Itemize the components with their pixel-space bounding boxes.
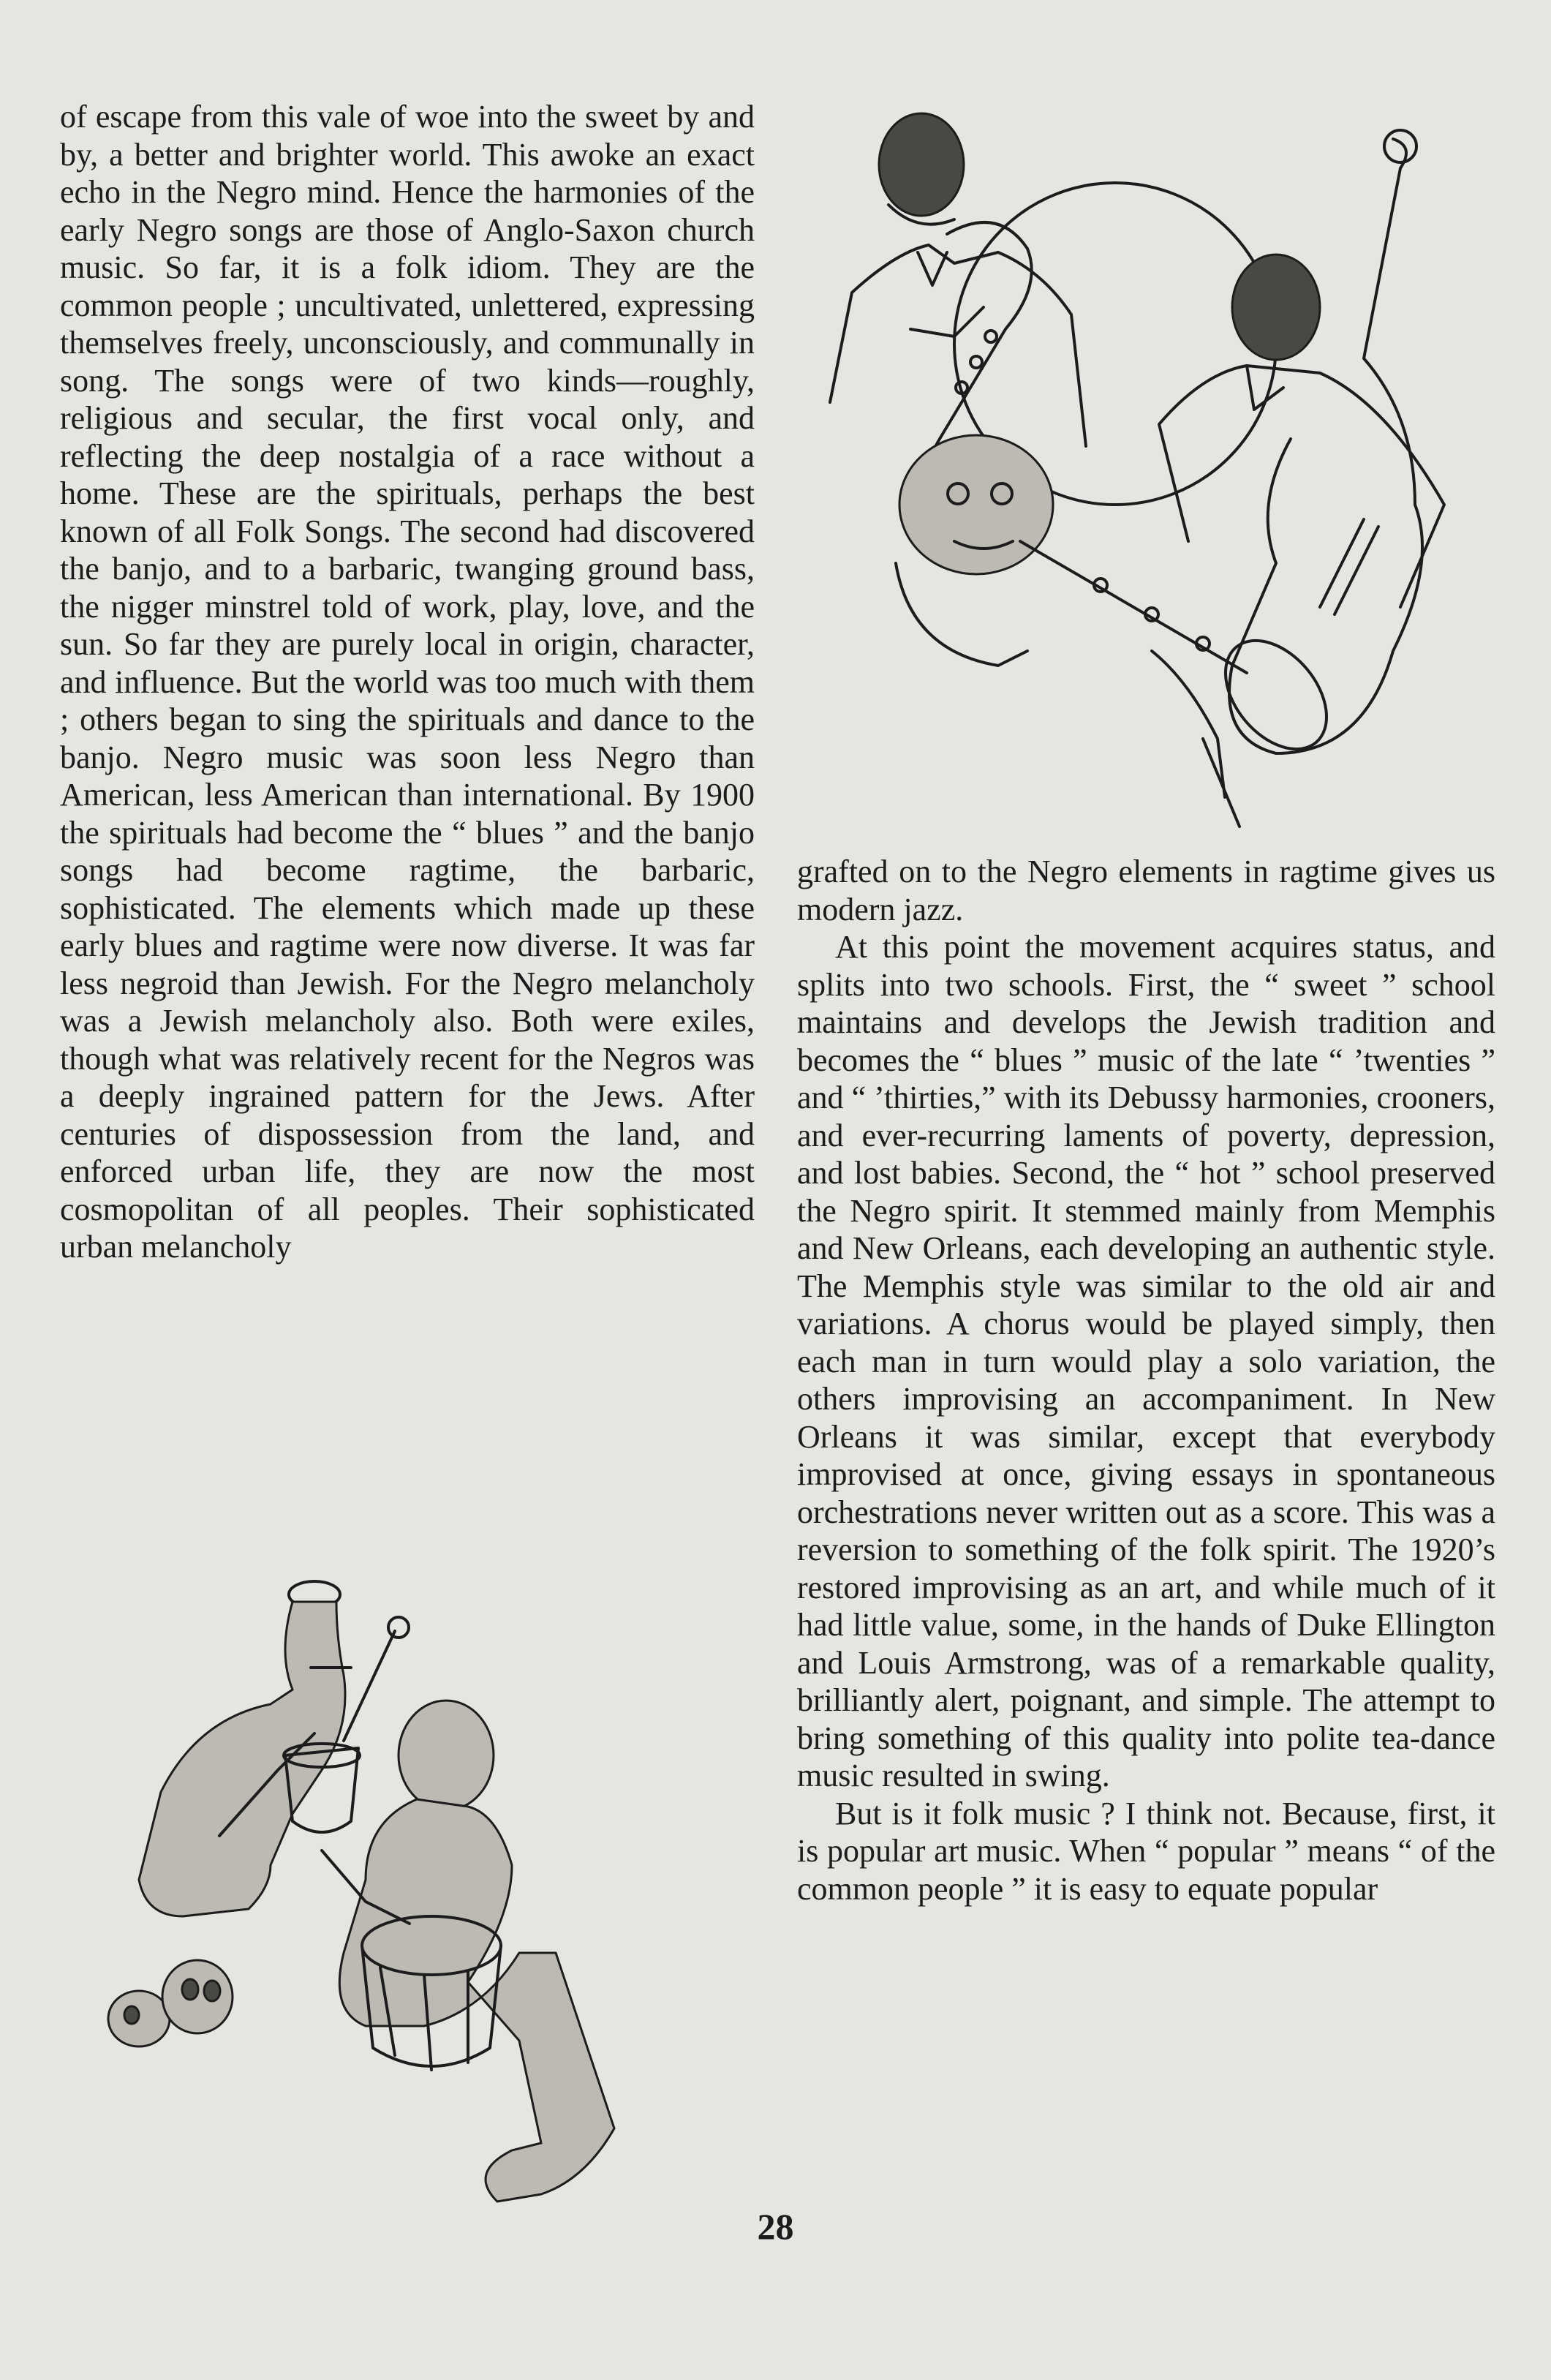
right-paragraph-3: But is it folk music ? I think not. Because, first, it is popular art music. When “ popular ” means “ of the common people ” it is easy to equate popular: [797, 1795, 1495, 1907]
right-text-column: [797, 853, 1495, 1908]
jazz-band-illustration: [808, 95, 1495, 848]
tribal-drummers-illustration: [102, 1573, 709, 2216]
right-paragraph-1: grafted on to the Negro elements in ragtime gives us modern jazz.: [797, 854, 1495, 927]
right-paragraph-2: At this point the movement acquires status, and splits into two schools. First, the “ sweet ” school maintains and develops the Jewish tradition and becomes the “ blues ” music of the late “ ’twenties ” and “ ’thirties,” with its Debussy harmonies, crooners, and ever-recurring laments of poverty, depression, and lost babies. Second, the “ hot ” school preserved the Negro spirit. It stemmed mainly from Memphis and New Orleans, each developing an authentic style. The Memphis style was similar to the old air and variations. A chorus would be played simply, then each man in turn would play a solo variation, the others improvising an accompaniment. In New Orleans it was similar, except that everybody improvised at once, giving essays in spontaneous orchestrations never written out as a score. This was a reversion to something of the folk spirit. The 1920’s restored improvising as an art, and while much of it had little value, some, in the hands of Duke Ellington and Louis Armstrong, was of a remarkable quality, brilliantly alert, poignant, and simple. The attempt to bring something of this quality into polite tea-dance music resulted in swing.: [797, 929, 1495, 1793]
left-paragraph-1: of escape from this vale of woe into the sweet by and by, a better and brighter world. This awoke an exact echo in the Negro mind. Hence the harmonies of the early Negro songs are those of Anglo-Saxon church music. So far, it is a folk idiom. They are the common people ; uncultivated, unlettered, expressing themselves freely, unconsciously, and communally in song. The songs were of two kinds—roughly, religious and secular, the first vocal only, and reflecting the deep nostalgia of a race without a home. These are the spirituals, perhaps the best known of all Folk Songs. The second had discovered the banjo, and to a barbaric, twanging ground bass, the nigger minstrel told of work, play, love, and the sun. So far they are purely local in origin, character, and influence. But the world was too much with them ; others began to sing the spirituals and dance to the banjo. Negro music was soon less Negro than American, less American than international. By 1900 the spirituals had become the “ blues ” and the banjo songs had become ragtime, the barbaric, sophisticated. The elements which made up these early blues and ragtime were now diverse. It was far less negroid than Jewish. For the Negro melancholy was a Jewish melancholy also. Both were exiles, though what was relatively recent for the Negros was a deeply ingrained pattern for the Jews. After centuries of dispossession from the land, and enforced urban life, they are now the most cosmopolitan of all peoples. Their sophisticated urban melancholy: [60, 99, 755, 1265]
page-number: 28: [757, 2206, 794, 2247]
left-text-column: [60, 98, 755, 1266]
